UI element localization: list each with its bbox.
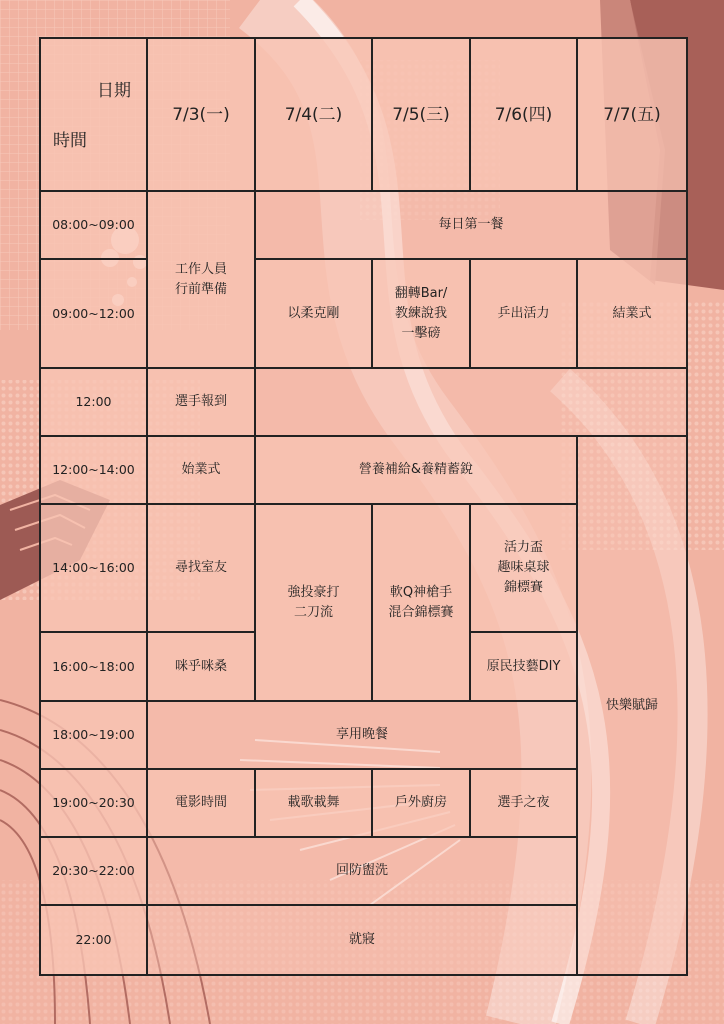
event-wash: 回防盥洗 — [147, 837, 577, 905]
schedule-table — [39, 37, 688, 976]
event-opening: 始業式 — [147, 436, 255, 504]
event-player-checkin: 選手報到 — [147, 368, 255, 436]
event-closing: 結業式 — [577, 259, 687, 368]
time-slot: 08:00~09:00 — [40, 191, 147, 259]
time-slot: 12:00~14:00 — [40, 436, 147, 504]
event-judo: 以柔克剛 — [255, 259, 372, 368]
event-baseball: 強投豪打 二刀流 — [255, 504, 372, 701]
day-header: 7/4(二) — [255, 38, 372, 191]
time-slot: 09:00~12:00 — [40, 259, 147, 368]
time-slot: 14:00~16:00 — [40, 504, 147, 632]
day-header: 7/7(五) — [577, 38, 687, 191]
time-slot: 20:30~22:00 — [40, 837, 147, 905]
event-indigenous-diy: 原民技藝DIY — [470, 632, 577, 701]
event-sleep: 就寢 — [147, 905, 577, 975]
event-outdoor-kitchen: 戶外廚房 — [372, 769, 470, 837]
time-slot: 19:00~20:30 — [40, 769, 147, 837]
event-nutrition: 營養補給&養精蓄銳 — [255, 436, 577, 504]
event-breakfast: 每日第一餐 — [255, 191, 687, 259]
event-dance: 載歌載舞 — [255, 769, 372, 837]
day-header: 7/5(三) — [372, 38, 470, 191]
event-movie: 電影時間 — [147, 769, 255, 837]
time-header-label: 時間 — [53, 131, 87, 151]
event-table-games: 活力盃 趣味桌球 錦標賽 — [470, 504, 577, 632]
event-mipu: 咪乎咪桑 — [147, 632, 255, 701]
event-players-night: 選手之夜 — [470, 769, 577, 837]
time-slot: 18:00~19:00 — [40, 701, 147, 769]
day-header: 7/3(一) — [147, 38, 255, 191]
event-dinner: 享用晚餐 — [147, 701, 577, 769]
event-shooting: 軟Q神槍手 混合錦標賽 — [372, 504, 470, 701]
time-slot: 16:00~18:00 — [40, 632, 147, 701]
event-staff-prep: 工作人員 行前準備 — [147, 191, 255, 368]
time-slot: 22:00 — [40, 905, 147, 975]
event-find-roommate: 尋找室友 — [147, 504, 255, 632]
date-header-label: 日期 — [97, 81, 131, 101]
event-flip-bar: 翻轉Bar/ 教練說我 一擊磅 — [372, 259, 470, 368]
empty-cell — [255, 368, 687, 436]
header-corner-cell — [40, 38, 147, 191]
event-ping-pong: 乒出活力 — [470, 259, 577, 368]
day-header: 7/6(四) — [470, 38, 577, 191]
event-happy-return: 快樂賦歸 — [577, 436, 687, 975]
time-slot: 12:00 — [40, 368, 147, 436]
